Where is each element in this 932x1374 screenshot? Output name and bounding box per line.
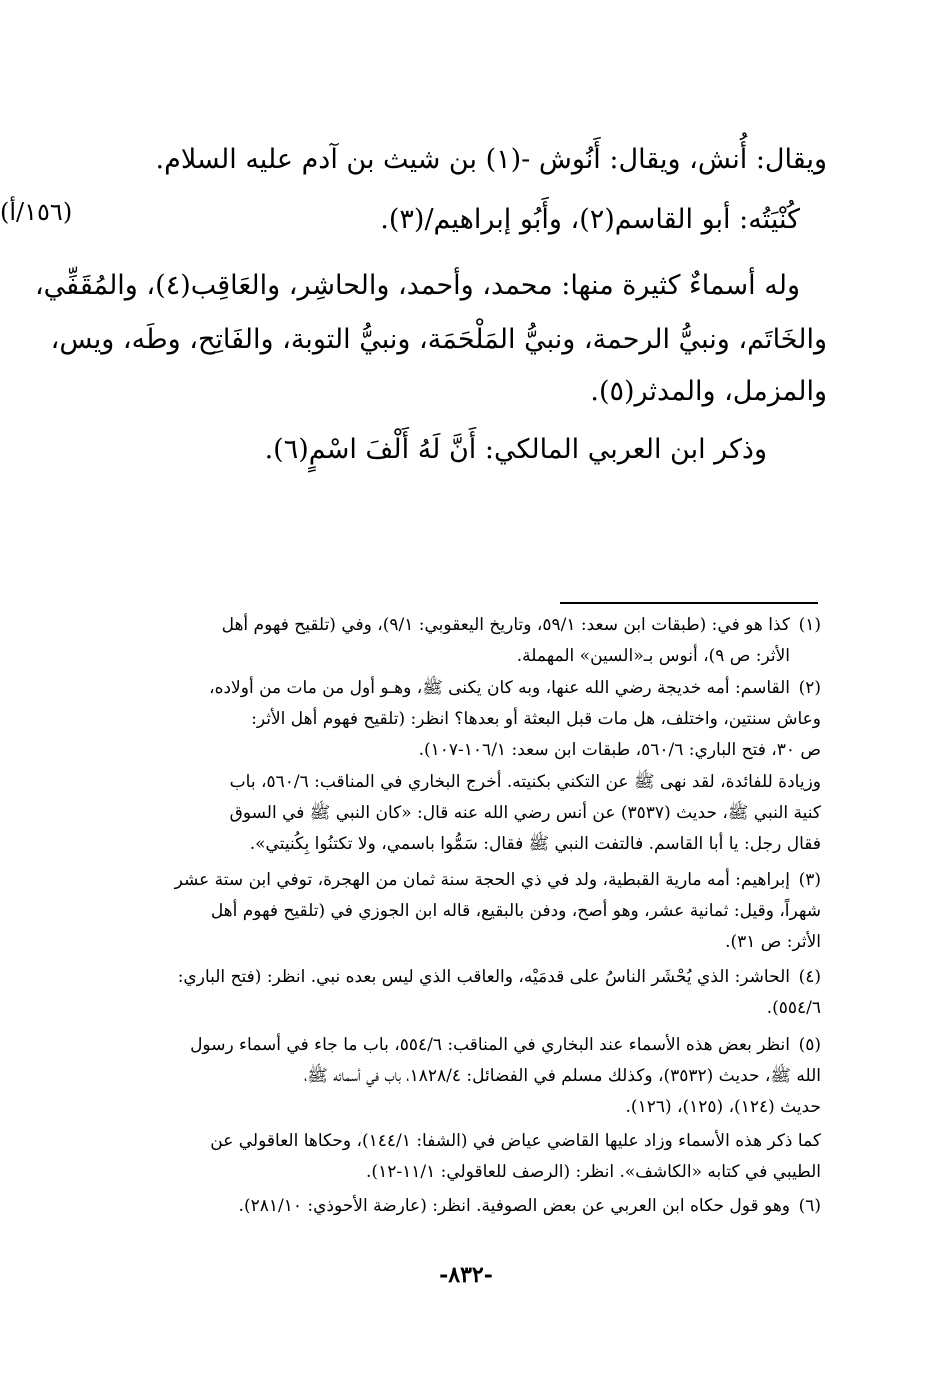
footnote-number: (٥) — [798, 1035, 821, 1055]
footnote-number: (٤) — [798, 967, 821, 987]
footnote-line: وهو قول حكاه ابن العربي عن بعض الصوفية. انظر: (عارضة الأحوذي: ٢٨١/١٠). — [238, 1196, 790, 1216]
footnote-number: (٦) — [798, 1196, 821, 1216]
footnote-line: الطيبي في كتابه «الكاشف». انظر: (الرصف للعاقولي: ١١/١-١٢). — [366, 1162, 821, 1182]
footnote-line: وزيادة للفائدة، لقد نهى ﷺ عن التكني بكنيته. أخرج البخاري في المناقب: ٥٦٠/٦، باب — [229, 772, 821, 792]
page-number: -٨٣٢- — [439, 1262, 493, 1288]
footnote-line: الحاشر: الذي يُحْشَر الناسُ على قدمَيْه، والعاقب الذي ليس بعده نبي. انظر: (فتح الباري: — [177, 967, 790, 987]
footnote-line: انظر بعض هذه الأسماء عند البخاري في المناقب: ٥٥٤/٦، باب ما جاء في أسماء رسول — [190, 1035, 790, 1055]
body-line: ويقال: أُنش، ويقال: أَنُوش -(١) بن شيث بن آدم عليه السلام. — [155, 144, 827, 175]
footnote-line: كنية النبي ﷺ، حديث (٣٥٣٧) عن أنس رضي الله عنه قال: «كان النبي ﷺ في السوق — [229, 803, 821, 823]
footnote-line: القاسم: أمه خديجة رضي الله عنها، وبه كان يكنى ﷺ، وهـو أول من مات من أولاده، — [209, 678, 790, 698]
body-line: وله أسماءٌ كثيرة منها: محمد، وأحمد، والحاشِر، والعَاقِب(٤)، والمُقَفِّي، — [34, 270, 800, 301]
footnote-line: إبراهيم: أمه مارية القبطية، ولد في ذي الحجة سنة ثمان من الهجرة، توفي ابن ستة عشر — [174, 870, 790, 890]
body-line: كُنْيَتُه: أبو القاسم(٢)، وأَبُو إبراهيم/(٣). — [380, 204, 800, 235]
margin-folio-marker: (١٥٦/أ) — [0, 198, 73, 226]
footnote-separator — [560, 602, 818, 604]
footnote-line: ٥٥٤/٦). — [766, 998, 821, 1018]
footnote-line: وعاش سنتين، واختلف، هل مات قبل البعثة أو بعدها؟ انظر: (تلقيح فهوم أهل الأثر: — [251, 709, 821, 729]
body-line: والخَاتَم، ونبيُّ الرحمة، ونبيُّ المَلْحَمَة، ونبيُّ التوبة، والفَاتِح، وطَه، ويس، — [50, 324, 827, 355]
footnote-number: (١) — [798, 615, 821, 635]
footnote-line: كما ذكر هذه الأسماء وزاد عليها القاضي عياض في (الشفا: ١٤٤/١)، وحكاها العاقولي عن — [210, 1131, 821, 1151]
footnote-line: كذا هو في: (طبقات ابن سعد: ٥٩/١، وتاريخ اليعقوبي: ٩/١)، وفي (تلقيح فهوم أهل — [221, 615, 790, 635]
footnote-line: ص ٣٠، فتح الباري: ٥٦٠/٦، طبقات ابن سعد: ١٠٦/١-١٠٧). — [418, 740, 821, 760]
body-line: وذكر ابن العربي المالكي: أَنَّ لَهُ أَلْفَ اسْمٍ(٦). — [264, 434, 767, 465]
footnote-line: حديث (١٢٤)، (١٢٥)، (١٢٦). — [625, 1097, 821, 1117]
footnote-line: الأثر: ص ٣١). — [725, 932, 821, 952]
body-line: والمزمل، والمدثر(٥). — [590, 376, 827, 407]
footnote-line: الأثر: ص ٩)، أنوس بـ«السين» المهملة. — [516, 646, 790, 666]
footnote-number: (٣) — [798, 870, 821, 890]
footnote-line: فقال رجل: يا أبا القاسم. فالتفت النبي ﷺ فقال: سَمُّوا باسمي، ولا تكتنُوا بِكُنيتي». — [249, 834, 821, 854]
footnote-line: شهراً، وقيل: ثمانية عشر، وهو أصح، ودفن بالبقيع، قاله ابن الجوزي في (تلقيح فهوم أهل — [210, 901, 821, 921]
footnote-number: (٢) — [798, 678, 821, 698]
footnote-line: الله ﷺ، حديث (٣٥٣٢)، وكذلك مسلم في الفضائل: ١٨٢٨/٤، باب في أسمائه ﷺ، — [304, 1066, 821, 1086]
